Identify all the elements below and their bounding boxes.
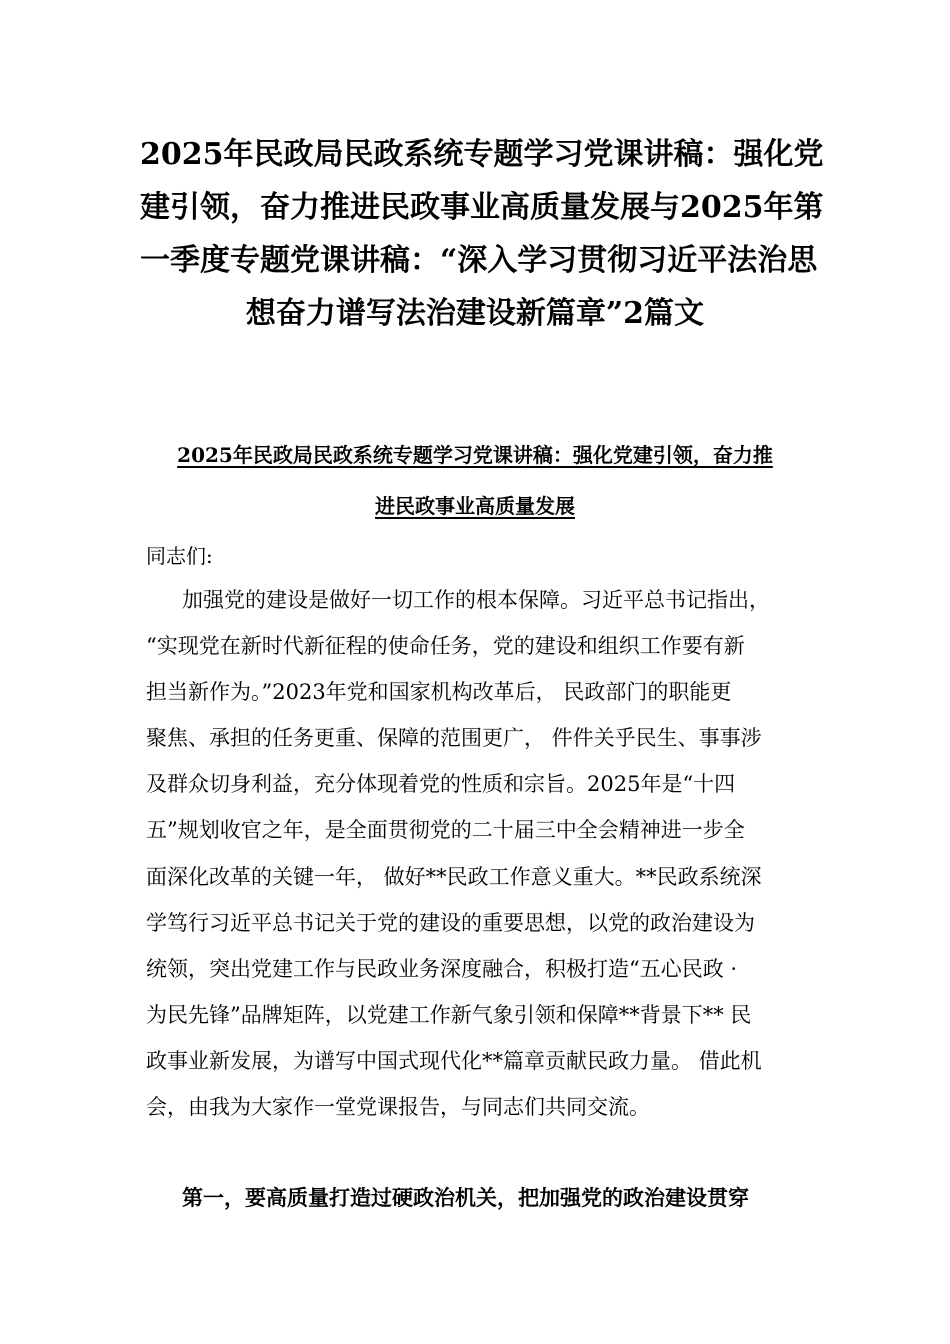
document-title-line: 想奋力谱写法治建设新篇章”2篇文 — [245, 296, 705, 331]
section-title-line — [120, 430, 830, 481]
document-title-line: 一季度专题党课讲稿：“深入学习贯彻习近平法治思 — [140, 243, 818, 278]
section-title-line — [120, 481, 830, 532]
paragraph-line: 会，由我为大家作一堂党课报告，与同志们共同交流。 — [146, 1095, 650, 1120]
paragraph-line: 聚焦、承担的任务更重、保障的范围更广， 件件关乎民生、事事涉 — [146, 726, 762, 751]
document-title-line: 建引领，奋力推进民政事业高质量发展与2025年第 — [140, 190, 824, 225]
section-title-line-text: 2025年民政局民政系统专题学习党课讲稿：强化党建引领，奋力推 — [177, 443, 773, 467]
paragraph-line: 学笃行习近平总书记关于党的建设的重要思想，以党的政治建设为 — [146, 910, 755, 935]
paragraph-line: 及群众切身利益，充分体现着党的性质和宗旨。2025年是“十四 — [146, 772, 736, 797]
section-title-line-text: 进民政事业高质量发展 — [375, 494, 575, 518]
document-title-line: 2025年民政局民政系统专题学习党课讲稿：强化党 — [140, 137, 824, 172]
sub-heading: 第一，要高质量打造过硬政治机关，把加强党的政治建设贯穿 — [182, 1185, 749, 1210]
paragraph-line: 加强党的建设是做好一切工作的根本保障。习近平总书记指出， — [182, 588, 770, 612]
paragraph-line: 统领，突出党建工作与民政业务深度融合，积极打造“五心民政 · — [146, 956, 738, 981]
paragraph-line: “实现党在新时代新征程的使命任务，党的建设和组织工作要有新 — [146, 634, 745, 659]
paragraph-line: 政事业新发展，为谱写中国式现代化**篇章贡献民政力量。 借此机 — [146, 1048, 762, 1073]
paragraph-line: 面深化改革的关键一年， 做好**民政工作意义重大。**民政系统深 — [146, 864, 762, 889]
greeting: 同志们: — [146, 544, 213, 568]
section-title — [120, 430, 830, 532]
paragraph-line: 担当新作为。”2023年党和国家机构改革后， 民政部门的职能更 — [146, 680, 732, 705]
paragraph-line: 为民先锋”品牌矩阵，以党建工作新气象引领和保障**背景下** 民 — [146, 1002, 752, 1027]
document-title — [140, 128, 824, 340]
paragraph-line: 五”规划收官之年，是全面贯彻党的二十届三中全会精神进一步全 — [146, 818, 745, 843]
body-paragraph — [146, 582, 826, 1135]
